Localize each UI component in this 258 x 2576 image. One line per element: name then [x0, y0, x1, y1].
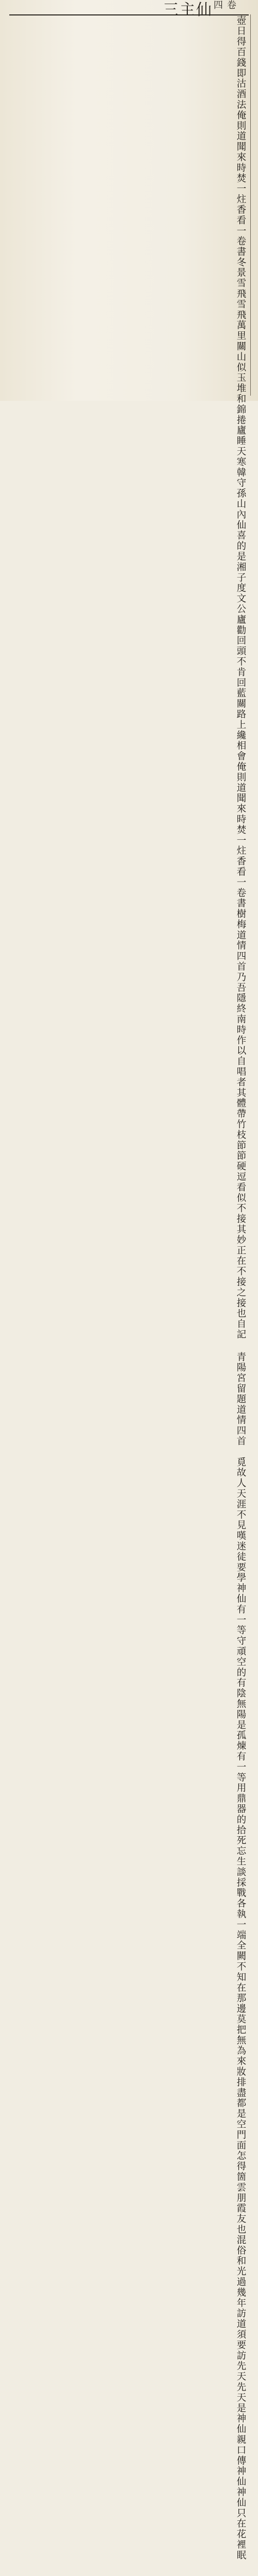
header-title-fragment: 三主仙 — [163, 1, 213, 19]
section-marker-again — [14, 2561, 247, 2576]
text-column: 年訪道須要訪先天先天是神仙親口傳神仙神仙只在花裡眠 — [235, 2298, 246, 2561]
text-column: 壺日得百錢即沽酒法俺則道聞來時焚一炷香看一卷書 — [235, 15, 246, 258]
text-column: 道情四首乃吾隱終南時作以自唱者其體帶竹枝節節硬逗看似不接其妙正在不接之接也自記 — [235, 929, 246, 1340]
text-column: 覓故人天涯不見嘆迷徒要學神仙有一等守頑空的有陰無陽是孤煉有一等用鼎器的拾死忘生談 — [235, 1457, 246, 1878]
text-column: 冬景雪飛雪飛萬里關山似玉堆和錦捲廬睡天寒韓守孫山內仙喜的是湘子度文公廬勸回頭不肯 — [235, 257, 246, 678]
page-header — [9, 0, 249, 19]
header-volume-fragment: 卷四 — [212, 0, 236, 9]
text-column: 採戰各執一端全闕不知在那邊莫把無為來妝排盡都是空門面怎得箇雲朋霞友也混俗和光過幾 — [235, 1877, 246, 2298]
page-border-line — [250, 14, 251, 396]
section-title: 青陽宮留題道情四首 — [235, 1352, 246, 1447]
vertical-text-block — [14, 15, 247, 2561]
text-column: 回藍關路上纔相會俺則道聞來時焚一炷香看一卷書樹梅 — [235, 677, 246, 930]
